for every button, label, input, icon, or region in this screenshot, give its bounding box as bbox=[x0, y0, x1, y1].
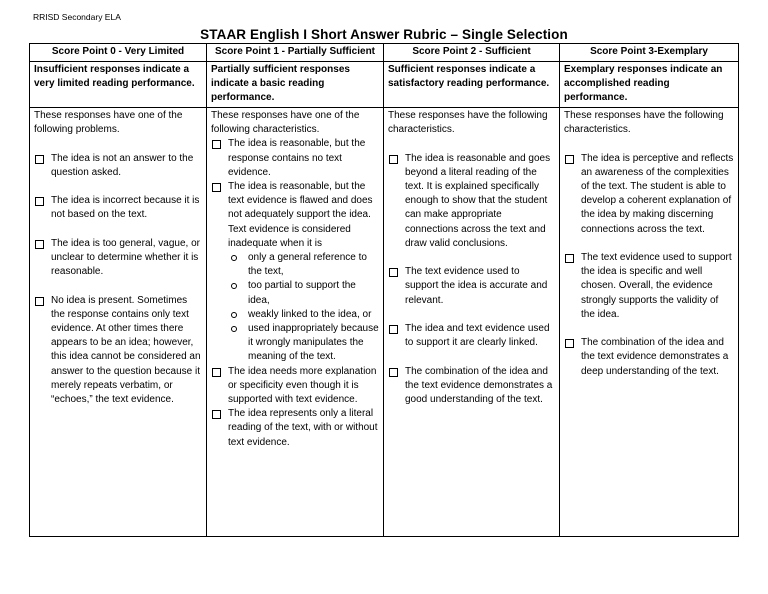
list-item: The idea is reasonable, but the response contains no text evidence. bbox=[211, 137, 379, 180]
checkbox-icon bbox=[212, 368, 221, 377]
score-3-intro: These responses have the following characteristics. bbox=[564, 110, 724, 136]
heading-row bbox=[30, 44, 739, 62]
score-0-heading: Score Point 0 - Very Limited bbox=[30, 44, 207, 62]
checkbox-icon bbox=[389, 155, 398, 164]
circle-bullet-icon bbox=[231, 255, 237, 261]
checkbox-icon bbox=[212, 140, 221, 149]
score-3-summary: Exemplary responses indicate an accomplished reading performance. bbox=[560, 62, 739, 108]
list-item: The idea and text evidence used to support it are clearly linked. bbox=[388, 322, 555, 350]
list-item: The idea is perceptive and reflects an awareness of the complexities of the text. The student is able to develop a coherent explanation of the idea by making discerning connections across the text. bbox=[564, 152, 734, 237]
list-item: The combination of the idea and the text evidence demonstrates a good understanding of the text. bbox=[388, 365, 555, 408]
sub-list-item: used inappropriately because it wrongly manipulates the meaning of the text. bbox=[228, 322, 379, 365]
checkbox-icon bbox=[389, 268, 398, 277]
sub-list-item: only a general reference to the text, bbox=[228, 251, 379, 279]
list-item: The idea represents only a literal reading of the text, with or without text evidence. bbox=[211, 407, 379, 450]
rubric-table bbox=[29, 43, 739, 537]
sub-list-item: too partial to support the idea, bbox=[228, 279, 379, 307]
list-item: The idea needs more explanation or specificity even though it is supported with text evidence. bbox=[211, 365, 379, 408]
checkbox-icon bbox=[389, 368, 398, 377]
score-3-details bbox=[560, 108, 739, 537]
score-1-details bbox=[207, 108, 384, 537]
checkbox-icon bbox=[389, 325, 398, 334]
circle-bullet-icon bbox=[231, 326, 237, 332]
organization-label: RRISD Secondary ELA bbox=[33, 12, 121, 22]
score-1-intro: These responses have one of the following characteristics. bbox=[211, 110, 360, 136]
checkbox-icon bbox=[35, 240, 44, 249]
list-item: The text evidence used to support the idea is specific and well chosen. Overall, the evidence strongly supports the validity of the idea. bbox=[564, 251, 734, 322]
score-2-list bbox=[388, 152, 555, 408]
list-item: The idea is reasonable, but the text evidence is flawed and does not adequately support the idea. Text evidence is considered inadequate when it is only a general reference to the text, too partial to support the idea, weakly linked to the idea, or used inappropriately because it wrongly manipulates the meaning of the text. bbox=[211, 180, 379, 365]
checkbox-icon bbox=[35, 155, 44, 164]
score-2-heading: Score Point 2 - Sufficient bbox=[384, 44, 560, 62]
score-3-heading: Score Point 3-Exemplary bbox=[560, 44, 739, 62]
score-0-intro: These responses have one of the following problems. bbox=[34, 110, 183, 136]
details-row bbox=[30, 108, 739, 537]
circle-bullet-icon bbox=[231, 312, 237, 318]
checkbox-icon bbox=[212, 410, 221, 419]
checkbox-icon bbox=[35, 297, 44, 306]
checkbox-icon bbox=[212, 183, 221, 192]
page-title: STAAR English I Short Answer Rubric – Single Selection bbox=[200, 27, 568, 42]
score-0-details bbox=[30, 108, 207, 537]
checkbox-icon bbox=[565, 339, 574, 348]
list-item: The idea is not an answer to the question asked. bbox=[34, 152, 202, 180]
checkbox-icon bbox=[35, 197, 44, 206]
circle-bullet-icon bbox=[231, 283, 237, 289]
list-item: The text evidence used to support the idea is accurate and relevant. bbox=[388, 265, 555, 308]
list-item: The idea is too general, vague, or unclear to determine whether it is reasonable. bbox=[34, 237, 202, 280]
list-item: The idea is reasonable and goes beyond a literal reading of the text. It is explained specifically enough to show that the student can make appropriate connections across the text and draw valid conclusions. bbox=[388, 152, 555, 251]
list-item: The idea is incorrect because it is not based on the text. bbox=[34, 194, 202, 222]
summary-row bbox=[30, 62, 739, 108]
list-item: No idea is present. Sometimes the response contains only text evidence. At other times there appears to be an idea; however, this idea cannot be considered an answer to the question because it merely repeats verbatim, or “echoes,” the text evidence. bbox=[34, 294, 202, 408]
score-2-intro: These responses have the following characteristics. bbox=[388, 110, 548, 136]
sub-list-item: weakly linked to the idea, or bbox=[228, 308, 379, 322]
checkbox-icon bbox=[565, 254, 574, 263]
checkbox-icon bbox=[565, 155, 574, 164]
score-1-summary: Partially sufficient responses indicate a basic reading performance. bbox=[207, 62, 384, 108]
score-1-list bbox=[211, 137, 379, 449]
score-2-details bbox=[384, 108, 560, 537]
score-0-summary: Insufficient responses indicate a very limited reading performance. bbox=[30, 62, 207, 108]
score-0-list bbox=[34, 152, 202, 408]
score-1-heading: Score Point 1 - Partially Sufficient bbox=[207, 44, 384, 62]
list-item: The combination of the idea and the text evidence demonstrates a deep understanding of the text. bbox=[564, 336, 734, 379]
score-2-summary: Sufficient responses indicate a satisfactory reading performance. bbox=[384, 62, 560, 108]
inadequate-evidence-list bbox=[228, 251, 379, 365]
score-3-list bbox=[564, 152, 734, 379]
